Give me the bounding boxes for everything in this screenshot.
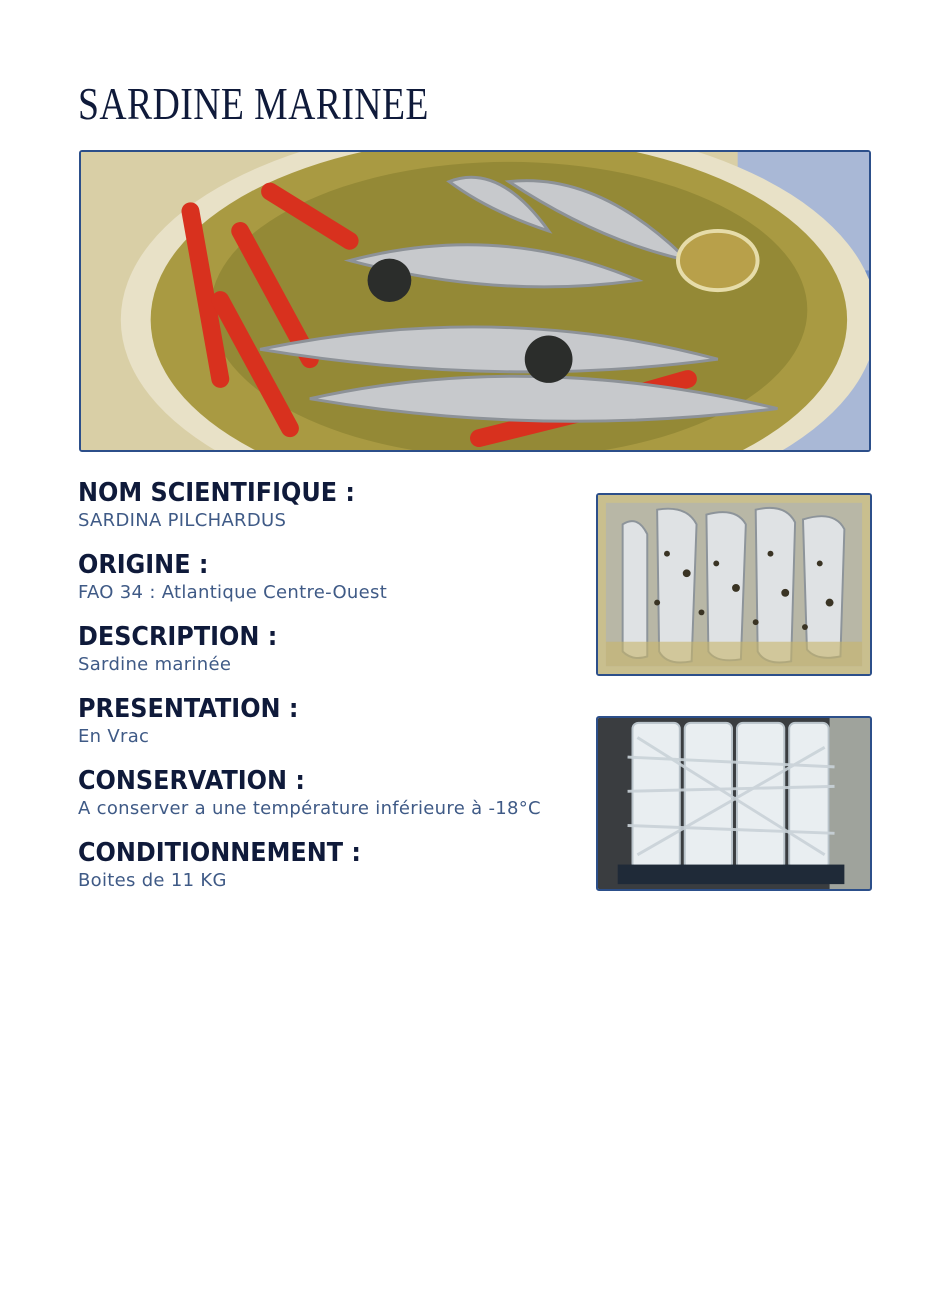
field-label: PRESENTATION :: [78, 694, 299, 724]
field-presentation: [78, 694, 558, 749]
field-packaging: [78, 838, 558, 893]
field-value: Sardine marinée: [78, 654, 232, 675]
field-value: SARDINA PILCHARDUS: [78, 510, 287, 531]
field-label: CONSERVATION :: [78, 766, 305, 796]
field-origin: [78, 550, 558, 605]
page-title: SARDINE MARINEE: [78, 78, 429, 129]
fillets-photo: [596, 493, 872, 676]
field-description: [78, 622, 558, 677]
field-value: A conserver a une température inférieure à -18°C: [78, 798, 541, 819]
hero-product-photo: [79, 150, 871, 452]
field-conservation: [78, 766, 558, 821]
field-value: Boites de 11 KG: [78, 870, 227, 891]
product-details: [78, 478, 558, 910]
field-value: FAO 34 : Atlantique Centre-Ouest: [78, 582, 388, 603]
field-label: ORIGINE :: [78, 550, 209, 580]
field-label: CONDITIONNEMENT :: [78, 838, 361, 868]
field-label: DESCRIPTION :: [78, 622, 278, 652]
packaging-photo: [596, 716, 872, 891]
field-label: NOM SCIENTIFIQUE :: [78, 478, 355, 508]
field-scientific-name: [78, 478, 558, 533]
field-value: En Vrac: [78, 726, 150, 747]
